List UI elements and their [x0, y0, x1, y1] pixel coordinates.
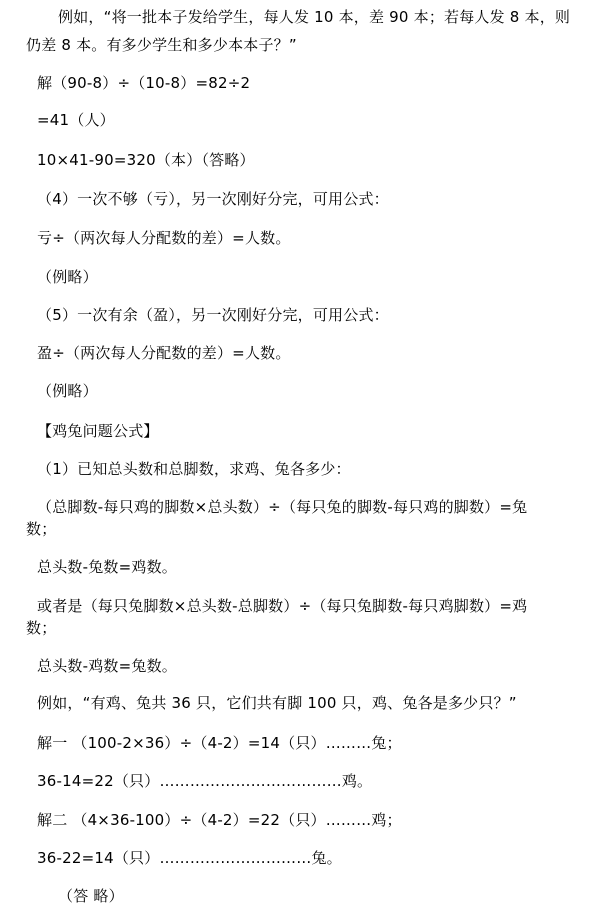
case-4-example-omitted: （例略）	[37, 268, 98, 286]
example-intro-line-2: 仍差 8 本。有多少学生和多少本本子？”	[26, 36, 297, 54]
solution-one-step-1: 解一 （100-2×36）÷（4-2）=14（只）………兔；	[37, 734, 402, 752]
chicken-formula-line-2: 数；	[26, 619, 57, 637]
solution-one-step-2: 36-14=22（只）………………………………鸡。	[37, 772, 373, 790]
case-5-formula: 盈÷（两次每人分配数的差）=人数。	[37, 344, 291, 362]
solution-two-step-2: 36-22=14（只）…………………………兔。	[37, 849, 342, 867]
answer-omitted: （答 略）	[58, 887, 124, 905]
case-4-heading: （4）一次不够（亏），另一次刚好分完，可用公式：	[37, 190, 389, 208]
solution-step-2: =41（人）	[37, 111, 115, 129]
case-5-heading: （5）一次有余（盈），另一次刚好分完，可用公式：	[37, 306, 389, 324]
rabbit-formula-line-2: 数；	[26, 520, 57, 538]
example-intro-line-1: 例如，“将一批本子发给学生，每人发 10 本，差 90 本；若每人发 8 本，则	[58, 8, 571, 26]
case-4-formula: 亏÷（两次每人分配数的差）=人数。	[37, 229, 291, 247]
chicken-from-rabbit-formula: 总头数-兔数=鸡数。	[37, 558, 177, 576]
chicken-rabbit-case-1-heading: （1）已知总头数和总脚数，求鸡、兔各多少：	[37, 460, 351, 478]
solution-step-3: 10×41-90=320（本）（答略）	[37, 151, 255, 169]
chicken-rabbit-example: 例如，“有鸡、兔共 36 只，它们共有脚 100 只，鸡、兔各是多少只？”	[37, 694, 517, 712]
case-5-example-omitted: （例略）	[37, 382, 98, 400]
solution-two-step-1: 解二 （4×36-100）÷（4-2）=22（只）………鸡；	[37, 811, 402, 829]
solution-step-1: 解（90-8）÷（10-8）=82÷2	[37, 74, 251, 92]
rabbit-formula-line-1: （总脚数-每只鸡的脚数×总头数）÷（每只兔的脚数-每只鸡的脚数）=兔	[37, 498, 528, 516]
chicken-formula-line-1: 或者是（每只兔脚数×总头数-总脚数）÷（每只兔脚数-每只鸡脚数）=鸡	[37, 597, 528, 615]
rabbit-from-chicken-formula: 总头数-鸡数=兔数。	[37, 657, 177, 675]
section-heading-chicken-rabbit: 【鸡兔问题公式】	[37, 422, 159, 440]
